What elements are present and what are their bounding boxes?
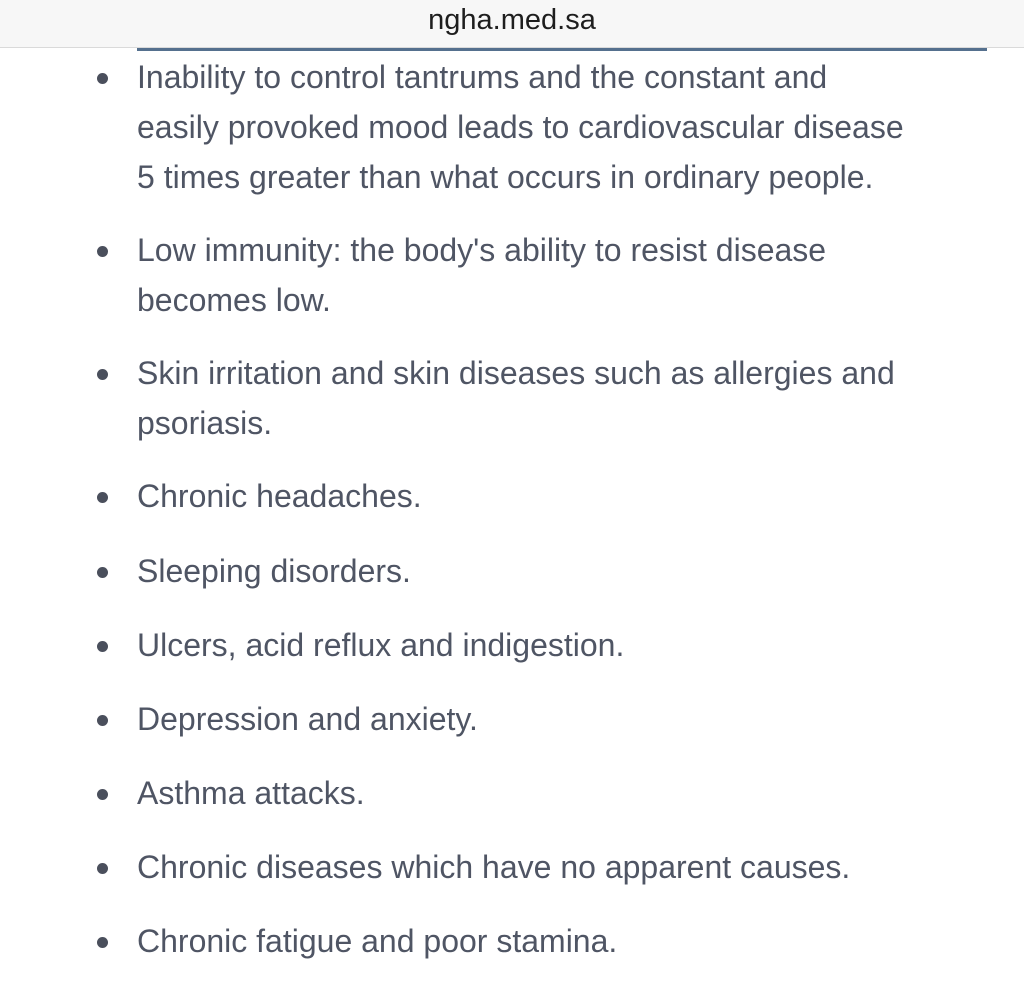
bullet-dot-icon	[97, 937, 108, 948]
bullet-dot-icon	[97, 73, 108, 84]
list-item-text: Depression and anxiety.	[137, 701, 478, 737]
list-item-text: Inability to control tantrums and the constant and easily provoked mood leads to cardiovascular disease 5 times greater than what occurs in ordinary people.	[137, 59, 904, 195]
content-divider	[137, 48, 987, 51]
bullet-dot-icon	[97, 789, 108, 800]
bullet-dot-icon	[97, 715, 108, 726]
bullet-dot-icon	[97, 369, 108, 380]
bullet-dot-icon	[97, 246, 108, 257]
list-item-text: Low immunity: the body's ability to resist disease becomes low.	[137, 232, 827, 318]
bullet-dot-icon	[97, 567, 108, 578]
list-item-text: Chronic fatigue and poor stamina.	[137, 923, 618, 959]
list-item-text: Asthma attacks.	[137, 775, 365, 811]
list-item-text: Chronic headaches.	[137, 478, 422, 514]
bullet-dot-icon	[97, 863, 108, 874]
list-item-text: Ulcers, acid reflux and indigestion.	[137, 627, 625, 663]
bullet-dot-icon	[97, 492, 108, 503]
bullet-dot-icon	[97, 641, 108, 652]
address-bar[interactable]	[0, 0, 1024, 48]
list-item-text: Chronic diseases which have no apparent causes.	[137, 849, 851, 885]
list-item-text: Skin irritation and skin diseases such as allergies and psoriasis.	[137, 355, 895, 441]
list-item-text: Sleeping disorders.	[137, 553, 411, 589]
url-text[interactable]: ngha.med.sa	[428, 4, 596, 36]
